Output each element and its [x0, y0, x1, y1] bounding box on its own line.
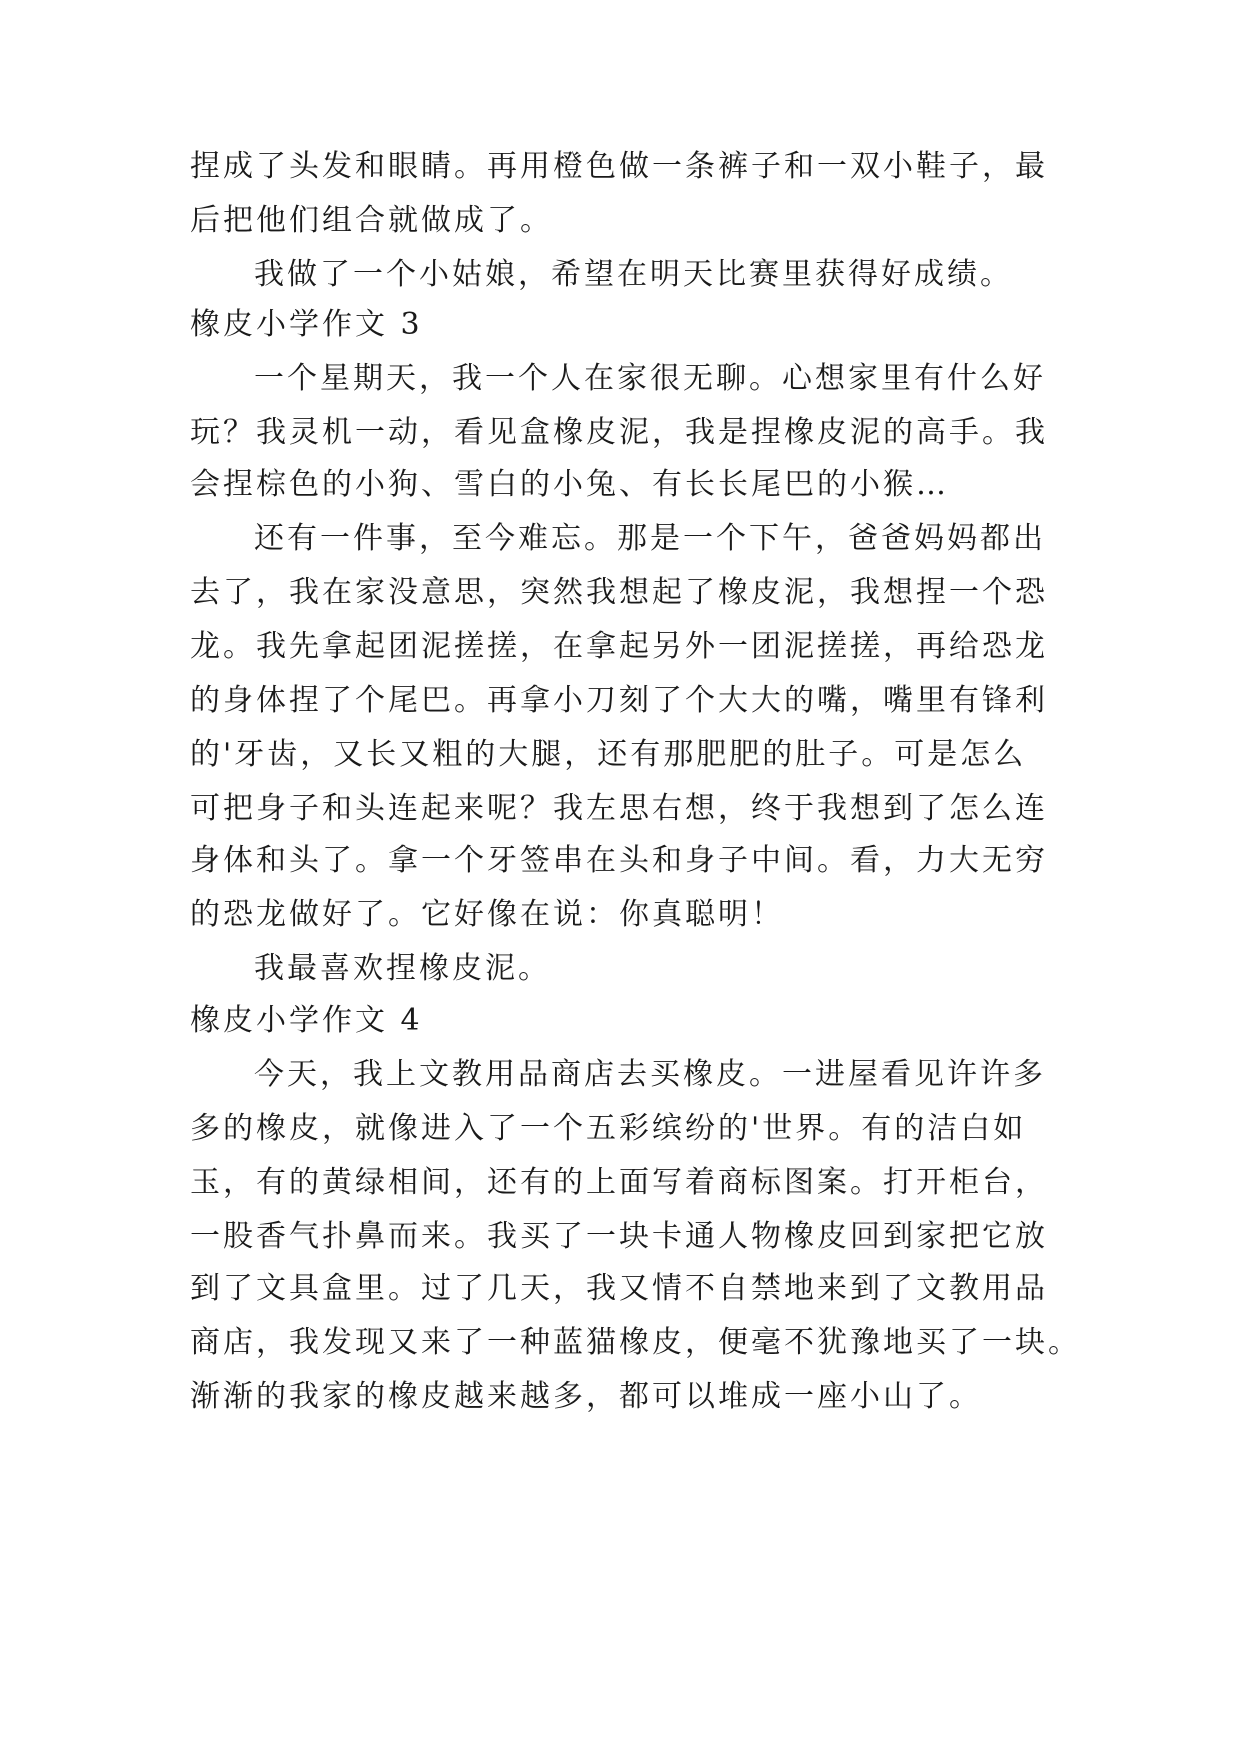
- paragraph-line: 今天，我上文教用品商店去买橡皮。一进屋看见许许多: [254, 1057, 1046, 1092]
- paragraph-line: 渐渐的我家的橡皮越来越多，都可以堆成一座小山了。: [190, 1379, 982, 1414]
- paragraph-line: 可把身子和头连起来呢？我左思右想，终于我想到了怎么连: [190, 791, 1048, 826]
- paragraph-line: 后把他们组合就做成了。: [190, 203, 553, 238]
- paragraph-line: 还有一件事，至今难忘。那是一个下午，爸爸妈妈都出: [254, 521, 1046, 556]
- paragraph-line: 玉，有的黄绿相间，还有的上面写着商标图案。打开柜台，: [190, 1165, 1048, 1200]
- paragraph-line: 我做了一个小姑娘，希望在明天比赛里获得好成绩。: [254, 257, 1013, 292]
- paragraph-line: 会捏棕色的小狗、雪白的小兔、有长长尾巴的小猴…: [190, 467, 949, 502]
- paragraph-line: 商店，我发现又来了一种蓝猫橡皮，便毫不犹豫地买了一块。: [190, 1325, 1081, 1360]
- paragraph-line: 多的橡皮，就像进入了一个五彩缤纷的'世界。有的洁白如: [190, 1111, 1027, 1146]
- paragraph-line: 一个星期天，我一个人在家很无聊。心想家里有什么好: [254, 361, 1046, 396]
- paragraph-line: 的恐龙做好了。它好像在说：你真聪明！: [190, 897, 784, 932]
- paragraph-line: 我最喜欢捏橡皮泥。: [254, 951, 551, 986]
- paragraph-line: 龙。我先拿起团泥搓搓，在拿起另外一团泥搓搓，再给恐龙: [190, 629, 1048, 664]
- paragraph-line: 去了，我在家没意思，突然我想起了橡皮泥，我想捏一个恐: [190, 575, 1048, 610]
- paragraph-line: 捏成了头发和眼睛。再用橙色做一条裤子和一双小鞋子，最: [190, 149, 1048, 184]
- paragraph-line: 身体和头了。拿一个牙签串在头和身子中间。看，力大无穷: [190, 843, 1048, 878]
- section-heading: 橡皮小学作文 3: [190, 307, 423, 342]
- paragraph-line: 的身体捏了个尾巴。再拿小刀刻了个大大的嘴，嘴里有锋利: [190, 683, 1048, 718]
- paragraph-line: 的'牙齿，又长又粗的大腿，还有那肥肥的肚子。可是怎么: [190, 737, 1027, 772]
- section-heading: 橡皮小学作文 4: [190, 1003, 423, 1038]
- paragraph-line: 到了文具盒里。过了几天，我又情不自禁地来到了文教用品: [190, 1271, 1048, 1306]
- paragraph-line: 玩？我灵机一动，看见盒橡皮泥，我是捏橡皮泥的高手。我: [190, 415, 1048, 450]
- paragraph-line: 一股香气扑鼻而来。我买了一块卡通人物橡皮回到家把它放: [190, 1219, 1048, 1254]
